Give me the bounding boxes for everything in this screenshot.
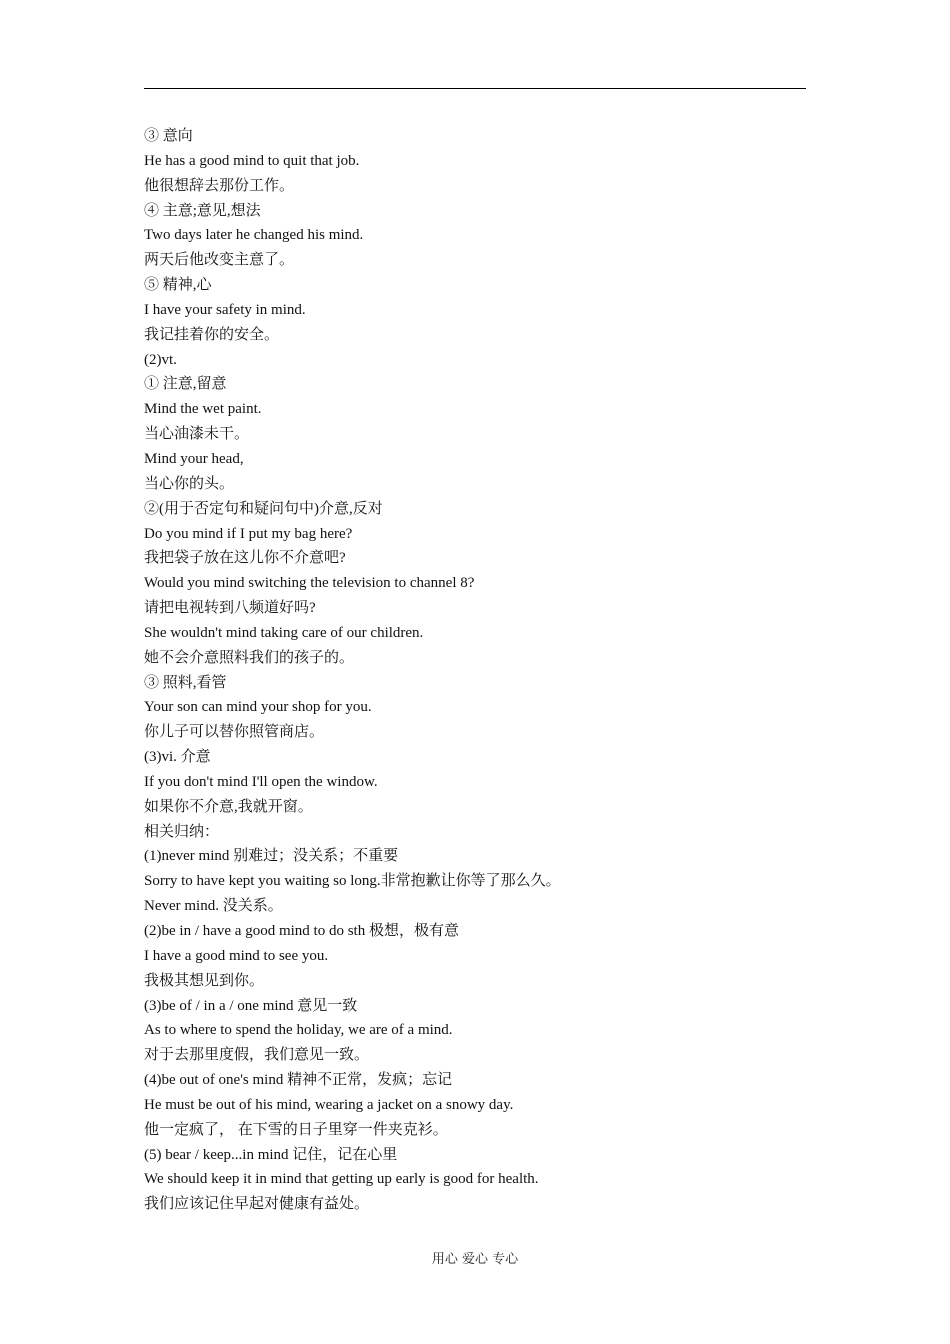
text-line: (4)be out of one's mind 精神不正常，发疯；忘记 xyxy=(144,1072,453,1089)
text-line: Sorry to have kept you waiting so long.非常抱歉让你等了那么久。 xyxy=(144,873,561,890)
text-line: 你儿子可以替你照管商店。 xyxy=(144,724,325,741)
text-line: (3)be of / in a / one mind 意见一致 xyxy=(144,997,358,1014)
text-line: 如果你不介意,我就开窗。 xyxy=(144,798,313,815)
header-rule xyxy=(144,88,806,89)
text-line: 我极其想见到你。 xyxy=(144,972,265,989)
text-line: ③ 意向 xyxy=(144,128,193,144)
text-line: ④ 主意;意见,想法 xyxy=(144,202,261,219)
text-line: Mind your head, xyxy=(144,450,244,467)
text-line: Would you mind switching the television to channel 8? xyxy=(144,575,475,592)
text-line: 请把电视转到八频道好吗? xyxy=(144,600,316,617)
text-line: Mind the wet paint. xyxy=(144,401,262,418)
text-line: She wouldn't mind taking care of our children. xyxy=(144,624,424,641)
text-line: I have a good mind to see you. xyxy=(144,947,329,964)
text-line: Do you mind if I put my bag here? xyxy=(144,525,353,542)
text-line: 两天后他改变主意了。 xyxy=(144,252,295,269)
text-line: ① 注意,留意 xyxy=(144,376,227,393)
text-line: He has a good mind to quit that job. xyxy=(144,152,360,169)
text-line: (3)vi. 介意 xyxy=(144,749,211,766)
text-line: (1)never mind 别难过；没关系；不重要 xyxy=(144,848,399,865)
text-line: Two days later he changed his mind. xyxy=(144,227,364,244)
text-line: 我们应该记住早起对健康有益处。 xyxy=(144,1196,370,1213)
text-line: I have your safety in mind. xyxy=(144,301,306,318)
text-line: 她不会介意照料我们的孩子的。 xyxy=(144,649,355,666)
text-line: (2)vt. xyxy=(144,351,177,368)
text-line: 他一定疯了， 在下雪的日子里穿一件夹克衫。 xyxy=(144,1121,448,1138)
text-line: 我把袋子放在这儿你不介意吧? xyxy=(144,550,346,567)
text-line: 我记挂着你的安全。 xyxy=(144,326,280,343)
text-line: (2)be in / have a good mind to do sth 极想，极有意 xyxy=(144,923,459,939)
text-line: We should keep it in mind that getting up early is good for health. xyxy=(144,1171,539,1188)
text-line: He must be out of his mind, wearing a jacket on a snowy day. xyxy=(144,1096,514,1113)
text-line: Your son can mind your shop for you. xyxy=(144,699,372,716)
text-line: As to where to spend the holiday, we are of a mind. xyxy=(144,1022,453,1039)
text-line: ⑤ 精神,心 xyxy=(144,277,212,294)
text-line: (5) bear / keep...in mind 记住，记在心里 xyxy=(144,1146,398,1163)
text-line: 他很想辞去那份工作。 xyxy=(144,177,295,194)
text-line: 相关归纳： xyxy=(144,823,220,840)
text-line: 对于去那里度假，我们意见一致。 xyxy=(144,1047,370,1064)
text-line: Never mind. 没关系。 xyxy=(144,898,283,915)
text-line: ②(用于否定句和疑问句中)介意,反对 xyxy=(144,500,383,517)
document-body xyxy=(144,124,806,1217)
text-line: 当心你的头。 xyxy=(144,475,235,492)
text-line: 当心油漆未干。 xyxy=(144,426,250,443)
page-footer: 用心 爱心 专心 xyxy=(431,1252,519,1267)
text-line: If you don't mind I'll open the window. xyxy=(144,773,378,790)
text-line: ③ 照料,看管 xyxy=(144,674,227,691)
